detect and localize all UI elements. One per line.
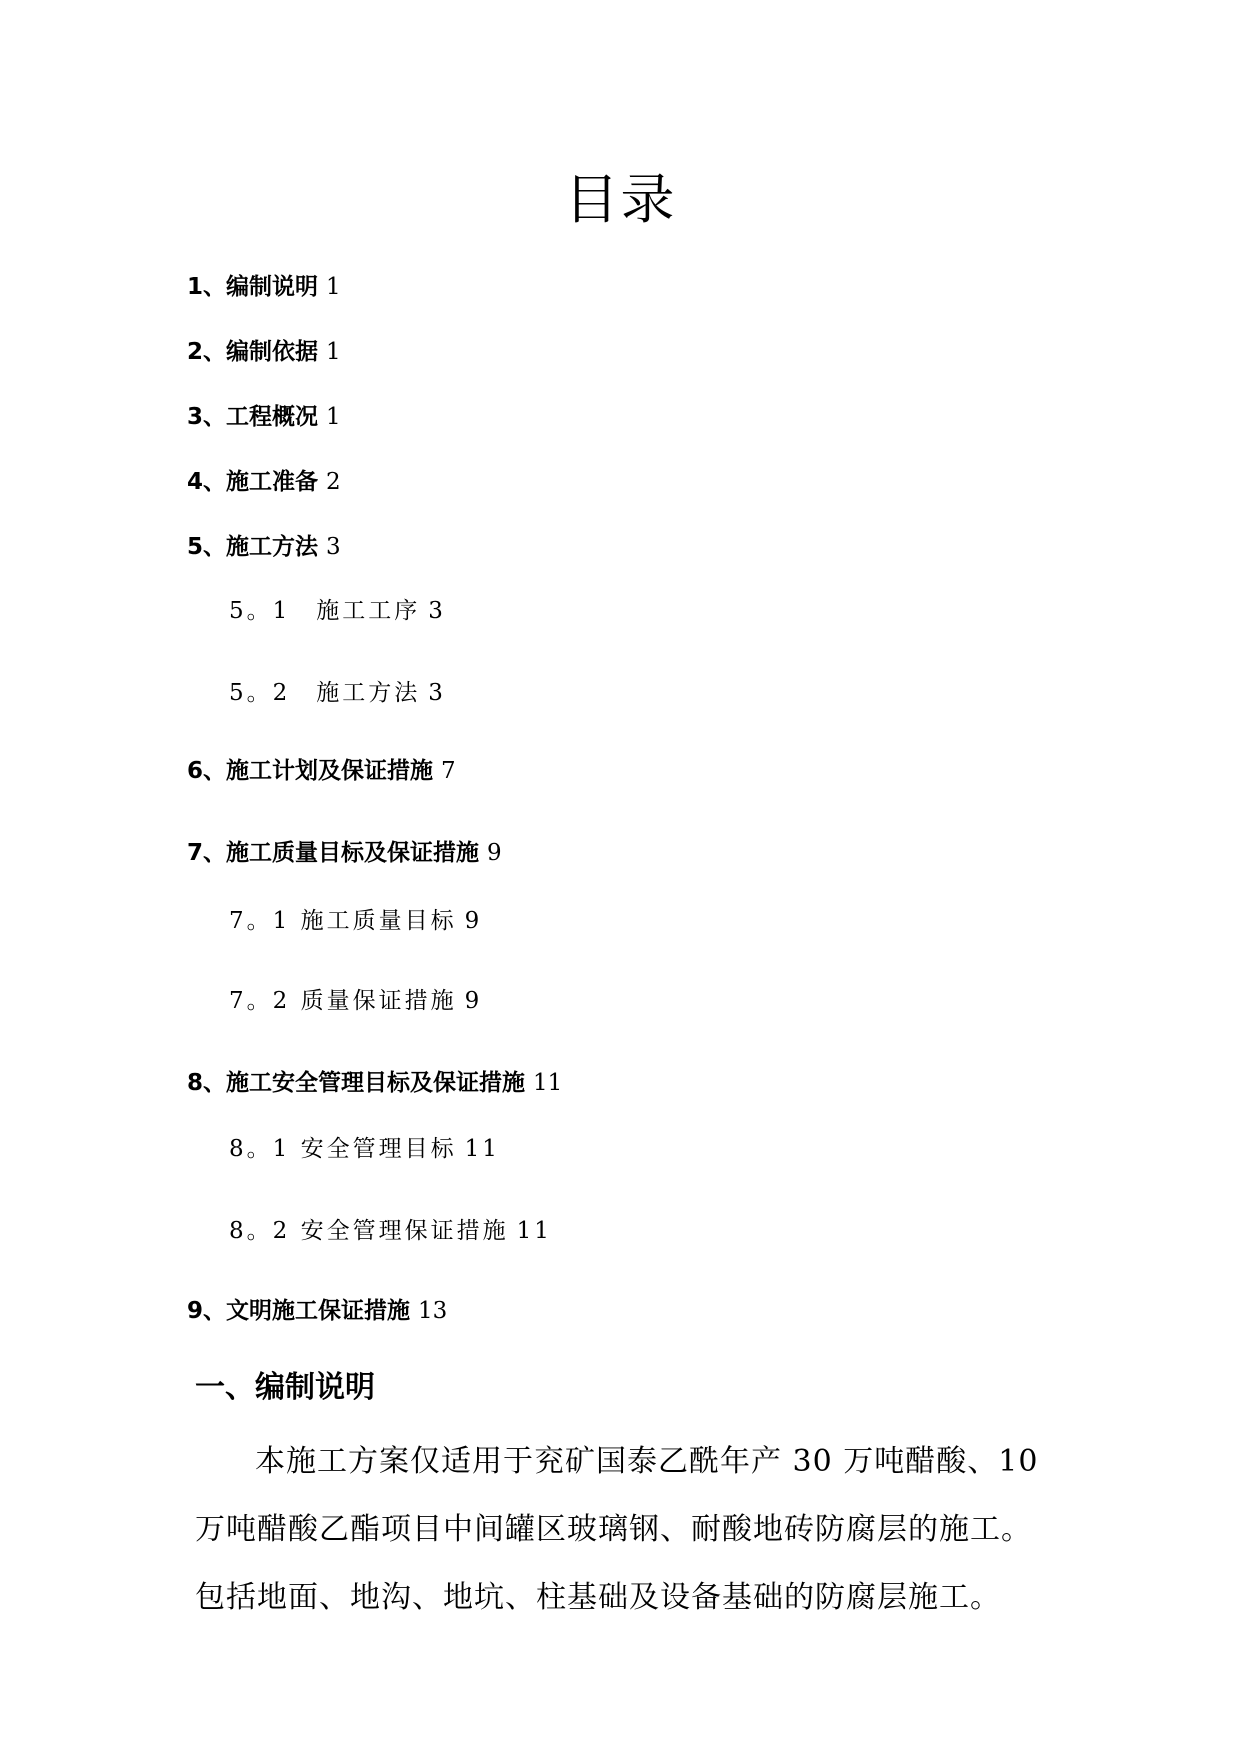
toc-entry-label: 2、编制依据 [187,339,319,365]
toc-entry-page: 1 [326,274,341,300]
page-title: 目录 [564,168,677,231]
body-paragraph: 本施工方案仅适用于兖矿国泰乙酰年产 30 万吨醋酸、10 万吨醋酸乙酯项目中间罐区玻璃钢、耐酸地砖防腐层的施工。 包括地面、地沟、地坑、柱基础及设备基础的防腐层施工。 [195,1444,1039,1615]
toc-entry-label: 5、施工方法 [187,534,319,560]
toc-entry-7-2[interactable] [229,986,482,1016]
toc-entry-7-1[interactable] [229,906,482,936]
section-heading: 一、编制说明 [195,1370,375,1405]
toc-entry-5[interactable] [187,532,341,562]
toc-entry-label: 7。2 质量保证措施 [229,988,457,1014]
toc-entry-page: 9 [464,988,483,1014]
toc-entry-8-2[interactable] [229,1216,552,1246]
toc-entry-3[interactable] [187,402,341,432]
toc-entry-page: 1 [326,339,341,365]
toc-entry-label: 7、施工质量目标及保证措施 [187,840,480,866]
toc-entry-5-1[interactable] [229,596,446,626]
toc-entry-page: 3 [326,534,341,560]
toc-entry-label: 6、施工计划及保证措施 [187,758,434,784]
toc-entry-page: 3 [428,598,446,624]
toc-entry-label: 4、施工准备 [187,469,319,495]
toc-entry-label: 9、文明施工保证措施 [187,1298,411,1324]
toc-entry-page: 9 [487,840,502,866]
toc-entry-5-2[interactable] [229,678,446,708]
toc-entry-6[interactable] [187,756,456,786]
toc-entry-label: 3、工程概况 [187,404,319,430]
toc-entry-label: 5。2 施工方法 [229,680,421,706]
toc-entry-4[interactable] [187,467,341,497]
toc-entry-label: 8。2 安全管理保证措施 [229,1218,509,1244]
toc-entry-label: 5。1 施工工序 [229,598,421,624]
toc-entry-8-1[interactable] [229,1134,500,1164]
toc-entry-page: 11 [533,1070,563,1096]
toc-entry-page: 1 [326,404,341,430]
toc-entry-label: 1、编制说明 [187,274,319,300]
toc-entry-page: 3 [428,680,446,706]
toc-entry-page: 13 [418,1298,448,1324]
toc-entry-page: 2 [326,469,341,495]
toc-entry-9[interactable] [187,1296,447,1326]
toc-entry-page: 11 [464,1136,500,1162]
toc-entry-page: 7 [441,758,456,784]
toc-entry-8[interactable] [187,1068,562,1098]
toc-entry-page: 11 [516,1218,552,1244]
toc-entry-label: 8。1 安全管理目标 [229,1136,457,1162]
toc-entry-label: 7。1 施工质量目标 [229,908,457,934]
toc-entry-page: 9 [464,908,483,934]
toc-entry-7[interactable] [187,838,502,868]
toc-entry-2[interactable] [187,337,341,367]
toc-entry-1[interactable] [187,272,341,302]
toc-entry-label: 8、施工安全管理目标及保证措施 [187,1070,526,1096]
